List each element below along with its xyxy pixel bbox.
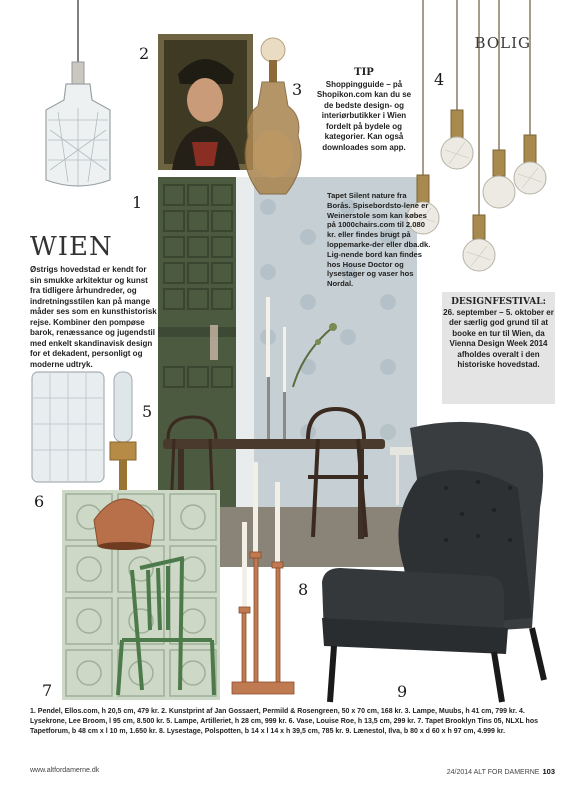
product-number-2: 2 <box>139 44 150 63</box>
product-number-1: 1 <box>132 193 143 212</box>
designfestival-box <box>442 292 555 404</box>
product-number-7: 7 <box>42 681 53 700</box>
product-number-9: 9 <box>397 682 408 701</box>
designfestival-heading: DESIGNFESTIVAL: <box>451 297 546 307</box>
velvet-armchair <box>318 418 560 706</box>
portrait-print <box>158 34 253 170</box>
product-number-3: 3 <box>292 80 303 99</box>
tip-heading: TIP <box>354 67 374 78</box>
product-number-6: 6 <box>34 492 45 511</box>
room-caption: Tapet Silent nature fra Borås. Spisebordsto-lene er Weinerstole som kan købes på 1000chairs.com til 2.080 kr. eller findes brugt på loppemarke-der eller dba.dk. Lig-nende bord kan findes hos House Doctor og lysestager og vaser hos Nordal. <box>327 191 431 289</box>
tip-box <box>312 68 416 153</box>
copper-candlestick <box>228 462 302 697</box>
designfestival-text: 26. september – 5. oktober er der særlig god grund til at booke en tur til Wien, da Vienna Design Week 2014 afholdes overalt i den historiske hovedstad. <box>443 307 554 369</box>
page-number: 103 <box>542 767 555 776</box>
product-credits: 1. Pendel, Ellos.com, h 20,5 cm, 479 kr. 2. Kunstprint af Jan Gossaert, Permild & Rosengreen, 50 x 70 cm, 168 kr. 3. Lampe, Muubs, h 41 cm, 799 kr. 4. Lysekrone, Lee Broom, l 95 cm, 8.500 kr. 5. Lampe, Artilleriet, h 28 cm, 999 kr. 6. Vase, Louise Roe, h 13,5 cm, 299 kr. 7. Tapet Brooklyn Tins 05, NLXL hos Tapetforum, b 48 cm x l 10 m, 1.650 kr. 8. Lysestage, Polspotten, b 14 x l 14 x h 39,5 cm, 785 kr. 9. Lænestol, Ilva, b 80 x d 60 x h 97 cm, 4.999 kr. <box>30 708 538 735</box>
footer-issue-label: 24/2014 ALT FOR DAMERNE <box>446 769 540 776</box>
tip-text: Shoppingguide – på Shopikon.com kan du se de bedste design- og interiørbutikker i Wien fordelt på bydele og kategorier. Kan også downloades som app. <box>316 79 412 152</box>
section-label: BOLIG <box>474 34 531 52</box>
footer-issue <box>447 767 555 776</box>
crystal-vase <box>28 368 108 486</box>
amber-glass-lamp <box>240 36 310 206</box>
product-number-4: 4 <box>434 70 445 89</box>
product-number-5: 5 <box>142 402 153 421</box>
intro-text: Østrigs hovedstad er kendt for sin smukke arkitektur og kunst fra tidligere århundreder, og indretningsstilen kan på mange måder ses som en kunsthistorisk rejse. Kombiner den pompøse barok, renæssance og jugendstil med enkelt skandinavisk design for et dekadent, personligt og moderne udtryk. <box>30 265 157 369</box>
product-number-8: 8 <box>298 580 309 599</box>
footer-website: www.altfordamerne.dk <box>30 767 100 774</box>
glass-pendant-lamp <box>28 0 128 195</box>
page-title: WIEN <box>30 232 113 262</box>
